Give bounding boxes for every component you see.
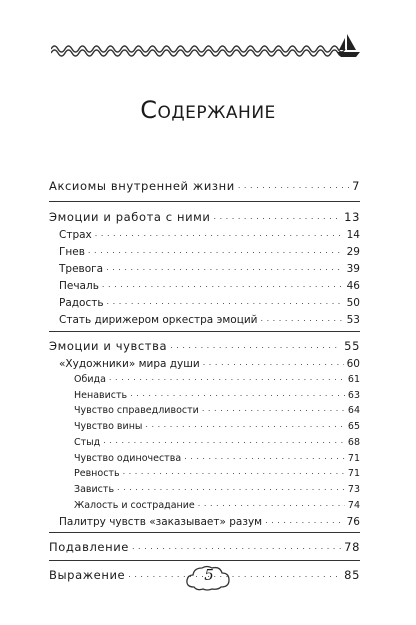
divider [49, 532, 360, 533]
toc-entry-page: 39 [346, 263, 360, 275]
toc-entry-label: Чувство вины [74, 421, 143, 432]
toc-entry[interactable] [74, 420, 360, 434]
toc-entry[interactable] [59, 357, 360, 372]
toc-entry-label: Тревога [59, 263, 104, 275]
toc-entry[interactable] [49, 339, 360, 355]
toc-entry[interactable] [59, 515, 360, 530]
page-title: Содержание [140, 96, 276, 124]
toc-entry-label: Печаль [59, 280, 99, 292]
toc-entry-page: 76 [346, 516, 360, 528]
toc-entry-label: Эмоции и работа с ними [49, 210, 211, 224]
divider [49, 201, 360, 202]
toc-entry[interactable] [74, 452, 360, 466]
toc-entry[interactable] [59, 228, 360, 243]
toc-entry-page: 74 [347, 500, 360, 511]
divider [49, 560, 360, 561]
toc-entry-label: Подавление [49, 540, 129, 554]
toc-entry-label: Стать дирижером оркестра эмоций [59, 314, 258, 326]
toc-entry-page: 7 [352, 179, 360, 193]
toc-entry[interactable] [49, 179, 360, 195]
toc-entry-page: 29 [346, 246, 360, 258]
toc-entry-page: 64 [347, 405, 360, 416]
toc-entry[interactable] [74, 404, 360, 418]
toc-entry-page: 53 [346, 314, 360, 326]
toc-entry[interactable] [49, 540, 360, 556]
toc-entry-label: Обида [74, 374, 106, 385]
toc-entry-label: Эмоции и чувства [49, 339, 168, 353]
toc-entry-page: 68 [347, 437, 360, 448]
toc-entry[interactable] [74, 483, 360, 497]
toc-entry-page: 61 [347, 374, 360, 385]
page-number: 5 [204, 566, 214, 584]
toc-entry-page: 65 [347, 421, 360, 432]
toc-entry-page: 71 [347, 468, 360, 479]
toc-entry-label: Аксиомы внутренней жизни [49, 179, 235, 193]
toc-entry-page: 13 [344, 210, 360, 224]
toc-entry-label: Ненависть [74, 390, 128, 401]
toc-entry[interactable] [74, 373, 360, 387]
toc-entry-page: 14 [346, 229, 360, 241]
toc-entry[interactable] [74, 436, 360, 450]
toc-entry-label: Ревность [74, 468, 120, 479]
toc-entry-page: 46 [346, 280, 360, 292]
toc-entry[interactable] [74, 499, 360, 513]
toc-entry-page: 50 [346, 297, 360, 309]
toc-entry[interactable] [59, 313, 360, 328]
toc-entry[interactable] [59, 296, 360, 311]
toc-entry-page: 60 [346, 358, 360, 370]
toc-entry-page: 63 [347, 390, 360, 401]
divider [49, 331, 360, 332]
toc-entry-page: 78 [344, 540, 360, 554]
toc-entry[interactable] [59, 279, 360, 294]
toc-entry[interactable] [59, 245, 360, 260]
toc-entry-page: 71 [347, 453, 360, 464]
toc-entry-label: Стыд [74, 437, 101, 448]
toc-entry-label: Палитру чувств «заказывает» разум [59, 516, 263, 528]
toc-entry[interactable] [49, 210, 360, 226]
toc-entry-page: 55 [344, 339, 360, 353]
toc-entry[interactable] [74, 467, 360, 481]
toc-entry-label: Чувство одиночества [74, 453, 182, 464]
toc-entry[interactable] [59, 262, 360, 277]
toc-entry-label: Выражение [49, 568, 126, 582]
toc-entry[interactable] [74, 389, 360, 403]
toc-entry-label: Чувство справедливости [74, 405, 199, 416]
toc-entry-label: «Художники» мира души [59, 358, 200, 370]
toc-entry-page: 85 [344, 568, 360, 582]
toc-entry-label: Гнев [59, 246, 85, 258]
toc-entry-page: 73 [347, 484, 360, 495]
toc-entry-label: Жалость и сострадание [74, 500, 195, 511]
toc-entry-label: Страх [59, 229, 92, 241]
toc-entry-label: Зависть [74, 484, 115, 495]
toc-entry-label: Радость [59, 297, 104, 309]
